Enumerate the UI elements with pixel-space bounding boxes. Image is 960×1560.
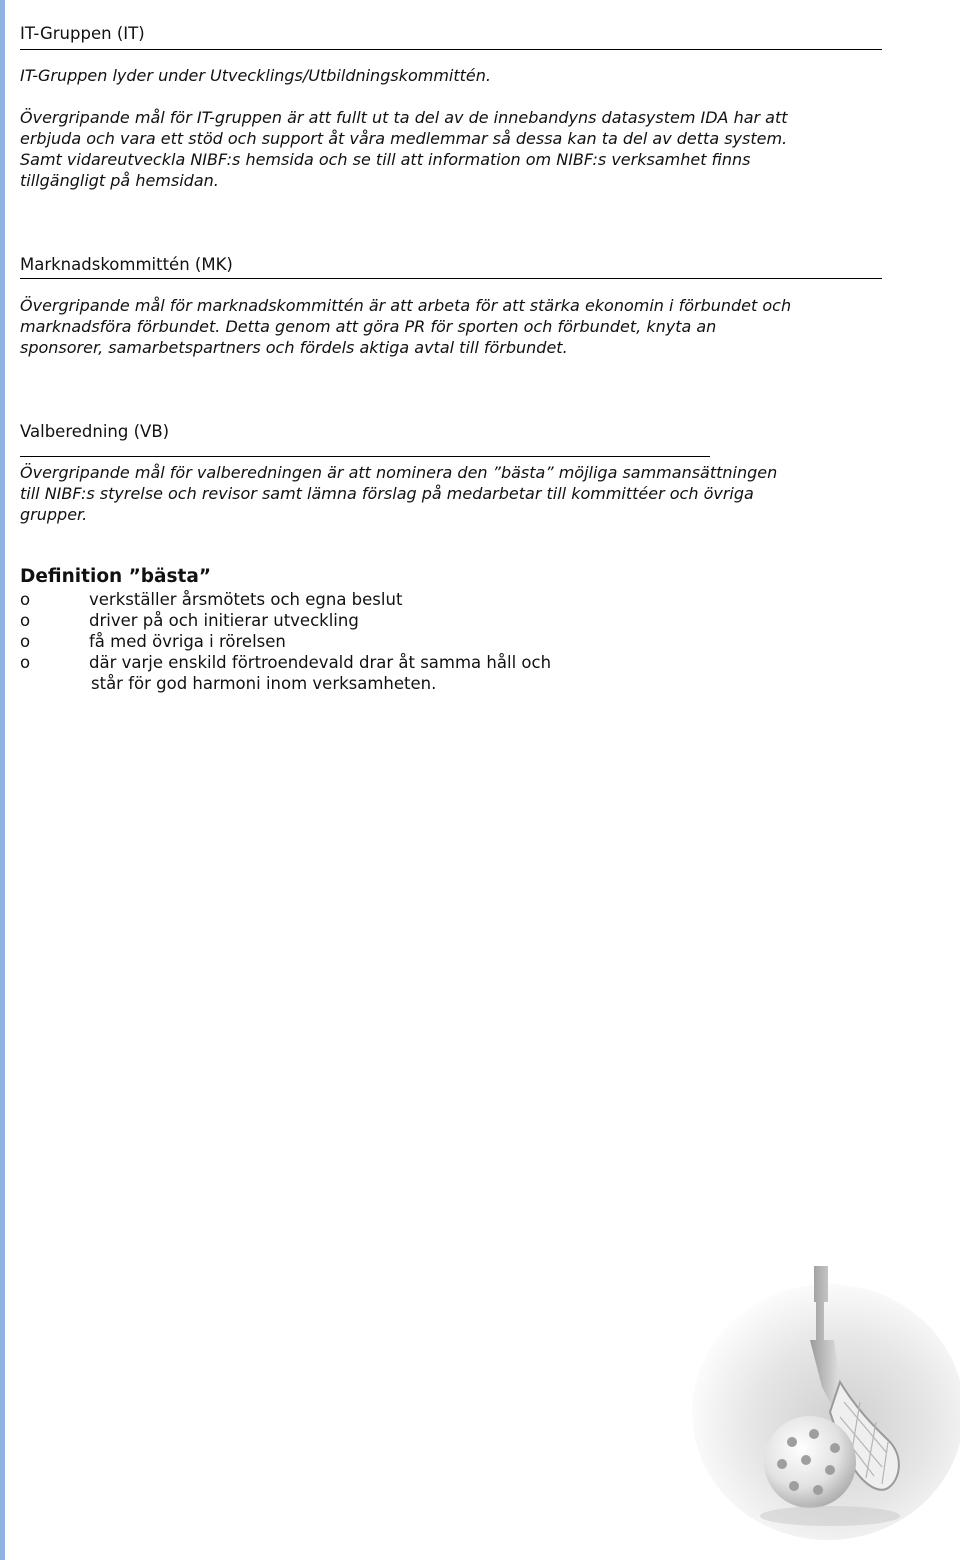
body-line: marknadsföra förbundet. Detta genom att göra PR för sporten och förbundet, knyta an xyxy=(20,317,717,336)
body-line: sponsorer, samarbetspartners och fördels aktiga avtal till förbundet. xyxy=(20,338,568,357)
body-line: Övergripande mål för marknadskommittén är att arbeta för att stärka ekonomin i förbundet och xyxy=(20,296,792,315)
body-line: till NIBF:s styrelse och revisor samt lämna förslag på medarbetar till kommittéer och övriga xyxy=(20,484,754,503)
left-margin-bar xyxy=(0,0,5,1560)
heading-rule-mk xyxy=(20,278,882,279)
bullet-marker: o xyxy=(20,632,31,651)
list-item xyxy=(20,589,551,610)
bullet-marker: o xyxy=(20,611,31,630)
bullet-marker: o xyxy=(20,590,31,609)
bullet-marker: o xyxy=(20,653,31,672)
body-line: Övergripande mål för valberedningen är att nominera den ”bästa” möjliga sammansättningen xyxy=(20,463,778,482)
heading-rule-it xyxy=(20,49,882,50)
floorball-stick-and-ball-icon xyxy=(690,1262,960,1542)
section-body-vb xyxy=(20,462,900,525)
section-body-it xyxy=(20,65,900,191)
list-item-text: där varje enskild förtroendevald drar åt samma håll och xyxy=(89,653,552,672)
section-heading-mk: Marknadskommittén (MK) xyxy=(20,255,233,274)
definition-title: Definition ”bästa” xyxy=(20,566,212,587)
definition-list xyxy=(20,589,551,694)
body-line: grupper. xyxy=(20,505,88,524)
section-body-mk xyxy=(20,295,900,358)
body-line: erbjuda och vara ett stöd och support åt våra medlemmar så dessa kan ta del av detta system. xyxy=(20,129,788,148)
body-line xyxy=(20,86,900,107)
list-item-text: verkställer årsmötets och egna beslut xyxy=(89,590,403,609)
body-line: tillgängligt på hemsidan. xyxy=(20,171,219,190)
list-item-text: driver på och initierar utveckling xyxy=(89,611,359,630)
heading-rule-vb xyxy=(20,456,710,457)
list-item xyxy=(20,631,551,652)
list-item xyxy=(20,610,551,631)
body-line: IT-Gruppen lyder under Utvecklings/Utbildningskommittén. xyxy=(20,66,491,85)
section-heading-it: IT-Gruppen (IT) xyxy=(20,24,145,43)
list-item xyxy=(20,652,551,694)
list-item-continuation: står för god harmoni inom verksamheten. xyxy=(91,674,437,693)
body-line: Övergripande mål för IT-gruppen är att fullt ut ta del av de innebandyns datasystem IDA har att xyxy=(20,108,788,127)
list-item-text: få med övriga i rörelsen xyxy=(89,632,286,651)
body-line: Samt vidareutveckla NIBF:s hemsida och se till att information om NIBF:s verksamhet finns xyxy=(20,150,751,169)
section-heading-vb: Valberedning (VB) xyxy=(20,422,170,441)
